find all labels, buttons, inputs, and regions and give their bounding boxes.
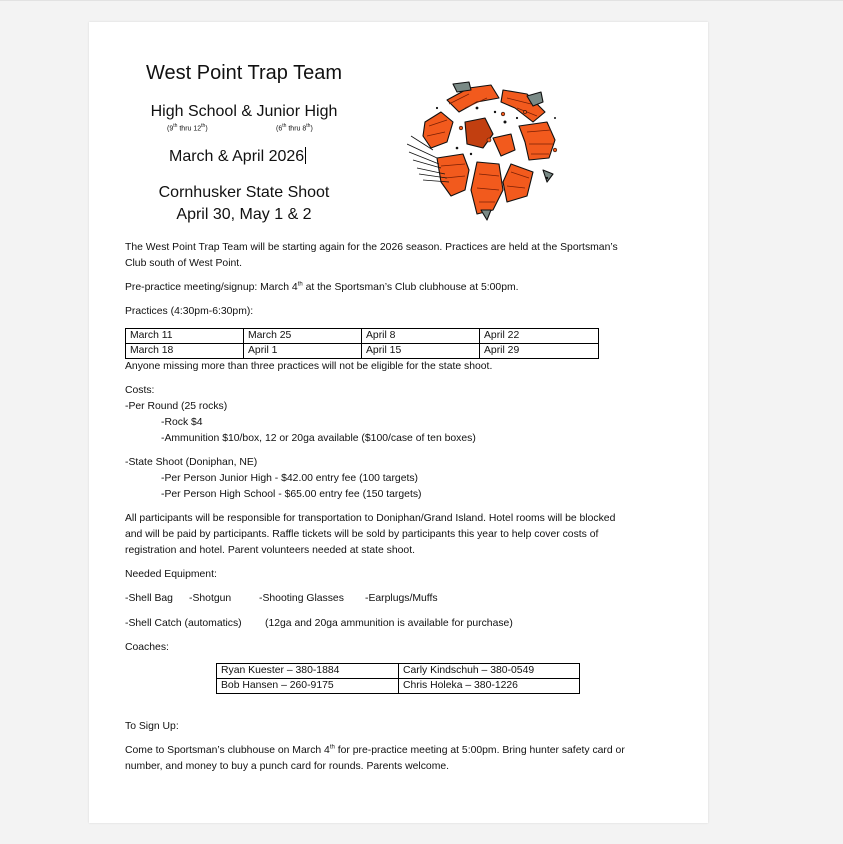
table-cell: April 8 [362,329,480,344]
table-row [217,679,580,694]
attendance-note: Anyone missing more than three practices will not be eligible for the state shoot. [125,361,493,372]
signup-heading: To Sign Up: [125,721,179,732]
list-item: -Shooting Glasses [259,593,344,604]
text-cursor [305,147,306,164]
state-shoot-heading: Cornhusker State Shoot April 30, May 1 & 2 [158,184,330,223]
page-title: West Point Trap Team [145,62,342,84]
exploding-clay-target-icon [407,78,562,223]
table-cell: Bob Hansen – 260-9175 [217,679,399,694]
grade-range-high-school: (9th thru 12th) [167,123,208,133]
table-cell: Carly Kindschuh – 380-0549 [399,664,580,679]
participants-paragraph: All participants will be responsible for transportation to Doniphan/Grand Island. Hotel rooms will be blocked and will be paid by participants. Raffle tickets will be sold by participants this year to help cover costs of registration and hotel. Parent volunteers needed at state shoot. [125,513,616,556]
intro-paragraph: The West Point Trap Team will be starting again for the 2026 season. Practices are held at the Sportsman’s Club south of West Point. [125,242,618,269]
table-cell: April 22 [480,329,599,344]
table-cell: March 18 [126,344,244,359]
list-item: -Shell Bag [125,593,173,604]
list-item: -Earplugs/Muffs [365,593,438,604]
table-cell: Chris Holeka – 380-1226 [399,679,580,694]
list-item: -Shotgun [189,593,232,604]
table-cell: Ryan Kuester – 380-1884 [217,664,399,679]
table-cell: April 29 [480,344,599,359]
window-top-border [0,0,843,1]
table-cell: March 11 [126,329,244,344]
costs-section: Costs: -Per Round (25 rocks) -Rock $4 -Ammunition $10/box, 12 or 20ga available ($100/case of ten boxes) [125,385,476,444]
equipment-list [125,591,675,607]
practice-schedule-table [125,328,599,359]
season-months: March & April 2026 [169,148,305,165]
table-cell: April 15 [362,344,480,359]
signup-paragraph: Come to Sportsman’s clubhouse on March 4th for pre-practice meeting at 5:00pm. Bring hunter safety card or number, and money to buy a punch card for rounds. Parents welcome. [125,744,625,772]
grade-range-junior-high: (6th thru 8th) [276,123,313,133]
equipment-heading: Needed Equipment: [125,569,217,580]
table-row [126,329,599,344]
state-shoot-costs: -State Shoot (Doniphan, NE) -Per Person Junior High - $42.00 entry fee (100 targets) -Per Person High School - $65.00 entry fee (150 targets) [125,457,422,500]
document-page[interactable] [89,22,708,823]
practices-heading: Practices (4:30pm-6:30pm): [125,306,254,317]
shell-catch-line: -Shell Catch (automatics) (12ga and 20ga ammunition is available for purchase) [125,618,513,629]
coaches-table [216,663,580,694]
meeting-info: Pre-practice meeting/signup: March 4th at the Sportsman’s Club clubhouse at 5:00pm. [125,281,519,293]
table-cell: March 25 [244,329,362,344]
subtitle: High School & Junior High [150,103,338,120]
table-row [217,664,580,679]
coaches-heading: Coaches: [125,642,169,653]
table-row [126,344,599,359]
table-cell: April 1 [244,344,362,359]
